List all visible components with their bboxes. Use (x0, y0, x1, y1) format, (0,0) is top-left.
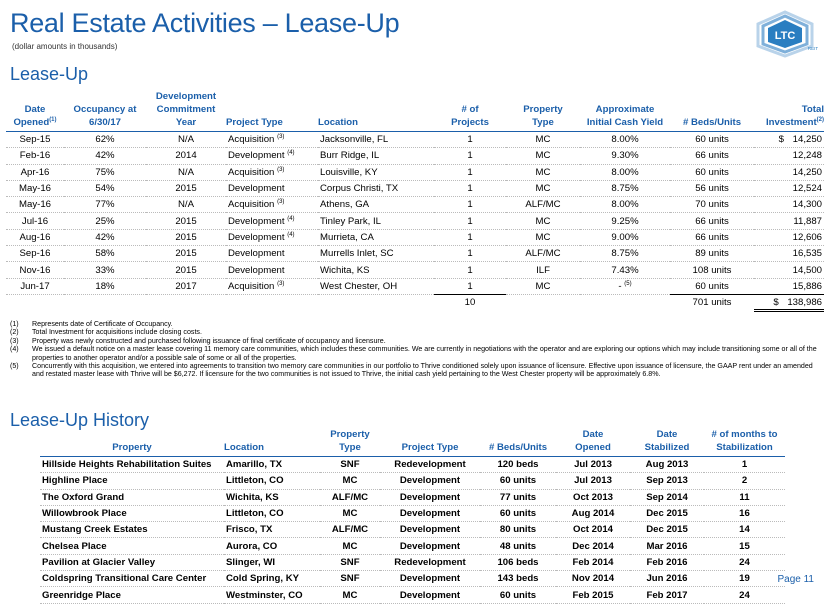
cash-yield: 7.43% (580, 262, 670, 278)
col-projects: # of Projects (434, 90, 506, 132)
hist-col-location: Location (224, 428, 320, 457)
col-project-type: Project Type (226, 90, 318, 132)
months-to-stabilization: 2 (704, 473, 785, 489)
table-row (6, 262, 824, 278)
beds-units: 70 units (670, 197, 754, 213)
lease-up-table (6, 90, 824, 312)
commitment-year: 2014 (146, 148, 226, 164)
property-name: The Oxford Grand (40, 489, 224, 505)
cash-yield: 8.00% (580, 197, 670, 213)
date-opened: Feb 2015 (556, 587, 630, 603)
property-type: MC (320, 538, 380, 554)
date-stabilized: Aug 2013 (630, 457, 704, 473)
property-type: ALF/MC (506, 246, 580, 262)
cash-yield: 8.75% (580, 246, 670, 262)
date-stabilized: Dec 2015 (630, 505, 704, 521)
ltc-reit-logo-icon (752, 10, 818, 58)
total-investment: 14,300 (754, 197, 824, 213)
footnote-number: (3) (10, 336, 19, 345)
total-beds: 701 units (670, 294, 754, 310)
footnote (10, 337, 822, 345)
beds-units: 60 units (480, 473, 556, 489)
cash-yield: 9.30% (580, 148, 670, 164)
beds-units: 60 units (670, 278, 754, 294)
occupancy: 42% (64, 229, 146, 245)
project-type: Redevelopment (380, 457, 480, 473)
hist-col-property: Property (40, 428, 224, 457)
location: Slinger, WI (224, 554, 320, 570)
property-name: Willowbrook Place (40, 505, 224, 521)
project-type: Development (226, 262, 318, 278)
empty-cell (64, 294, 146, 310)
beds-units: 77 units (480, 489, 556, 505)
total-investment: 15,886 (754, 278, 824, 294)
table-row (6, 246, 824, 262)
table-row (6, 213, 824, 229)
date-opened: Oct 2014 (556, 522, 630, 538)
total-investment: 14,250 (754, 164, 824, 180)
date-opened: Aug 2014 (556, 505, 630, 521)
property-name: Greenridge Place (40, 587, 224, 603)
table-row (40, 554, 785, 570)
lease-up-history-table (40, 428, 785, 604)
beds-units: 56 units (670, 180, 754, 196)
date-opened: Dec 2014 (556, 538, 630, 554)
months-to-stabilization: 1 (704, 457, 785, 473)
beds-units: 48 units (480, 538, 556, 554)
commitment-year: 2015 (146, 229, 226, 245)
property-type: SNF (320, 571, 380, 587)
date-opened: Feb 2014 (556, 554, 630, 570)
date-opened: Sep-16 (6, 246, 64, 262)
months-to-stabilization: 16 (704, 505, 785, 521)
date-stabilized: Feb 2017 (630, 587, 704, 603)
footnote-number: (2) (10, 328, 19, 337)
project-count: 1 (434, 180, 506, 196)
project-count: 1 (434, 148, 506, 164)
project-type: Development $^{(4)}$ (226, 229, 318, 245)
hist-col-date-opened: Date Opened (556, 428, 630, 457)
commitment-year: N/A (146, 197, 226, 213)
occupancy: 54% (64, 180, 146, 196)
totals-row (6, 294, 824, 310)
property-type: ALF/MC (320, 489, 380, 505)
project-type: Development (380, 522, 480, 538)
property-type: ALF/MC (320, 522, 380, 538)
total-investment: 12,524 (754, 180, 824, 196)
date-opened: Nov 2014 (556, 571, 630, 587)
property-type: MC (506, 278, 580, 294)
empty-cell (506, 294, 580, 310)
table-row (40, 489, 785, 505)
project-type: Acquisition $^{(3)}$ (226, 278, 318, 294)
table-row (40, 587, 785, 603)
months-to-stabilization: 19 (704, 571, 785, 587)
date-stabilized: Mar 2016 (630, 538, 704, 554)
location: Littleton, CO (224, 473, 320, 489)
date-opened: Nov-16 (6, 262, 64, 278)
location: Wichita, KS (318, 262, 434, 278)
date-opened: Aug-16 (6, 229, 64, 245)
table-row (6, 278, 824, 294)
page-number: Page 11 (777, 574, 814, 585)
table-row (40, 505, 785, 521)
beds-units: 80 units (480, 522, 556, 538)
col-total-investment: Total Investment$^{(2)}$ (754, 90, 824, 132)
date-stabilized: Sep 2014 (630, 489, 704, 505)
footnote-text: Total Investment for acquisitions include closing costs. (32, 328, 202, 337)
footnote-text: Property was newly constructed and purchased following issuance of final certificate of occupancy and licensure. (32, 336, 386, 345)
location: Westminster, CO (224, 587, 320, 603)
table-row (6, 164, 824, 180)
logo-subtext: REIT (807, 46, 818, 51)
col-commitment-year: Development Commitment Year (146, 90, 226, 132)
table-row (6, 197, 824, 213)
cash-yield: 8.00% (580, 164, 670, 180)
commitment-year: N/A (146, 132, 226, 148)
total-investment-sum: $ 138,986 (754, 294, 824, 310)
months-to-stabilization: 14 (704, 522, 785, 538)
date-opened: May-16 (6, 197, 64, 213)
commitment-year: N/A (146, 164, 226, 180)
beds-units: 66 units (670, 148, 754, 164)
table-row (40, 522, 785, 538)
total-investment: 11,887 (754, 213, 824, 229)
col-location: Location (318, 90, 434, 132)
project-type: Development (226, 246, 318, 262)
project-count: 1 (434, 229, 506, 245)
total-investment: 12,606 (754, 229, 824, 245)
date-opened: May-16 (6, 180, 64, 196)
property-name: Coldspring Transitional Care Center (40, 571, 224, 587)
project-type: Development (380, 571, 480, 587)
cash-yield: 8.00% (580, 132, 670, 148)
empty-cell (146, 294, 226, 310)
commitment-year: 2015 (146, 246, 226, 262)
commitment-year: 2017 (146, 278, 226, 294)
property-type: MC (506, 229, 580, 245)
col-property-type: Property Type (506, 90, 580, 132)
property-name: Highline Place (40, 473, 224, 489)
table-row (6, 180, 824, 196)
project-type: Development $^{(4)}$ (226, 148, 318, 164)
project-count: 1 (434, 278, 506, 294)
project-type: Development (380, 473, 480, 489)
property-type: SNF (320, 457, 380, 473)
property-type: SNF (320, 554, 380, 570)
occupancy: 77% (64, 197, 146, 213)
table-row (6, 148, 824, 164)
footnote-number: (5) (10, 362, 19, 371)
location: Cold Spring, KY (224, 571, 320, 587)
project-type: Acquisition $^{(3)}$ (226, 164, 318, 180)
property-type: MC (506, 180, 580, 196)
footnote (10, 345, 822, 362)
project-type: Development $^{(4)}$ (226, 213, 318, 229)
project-type: Development (380, 587, 480, 603)
footnote-number: (1) (10, 320, 19, 328)
footnote-number: (4) (10, 345, 19, 354)
property-type: MC (320, 473, 380, 489)
project-count: 1 (434, 213, 506, 229)
table-row (40, 457, 785, 473)
project-type: Development (226, 180, 318, 196)
table-row (6, 229, 824, 245)
beds-units: 89 units (670, 246, 754, 262)
logo-text: LTC (774, 30, 796, 42)
occupancy: 18% (64, 278, 146, 294)
cash-yield: 9.25% (580, 213, 670, 229)
location: Jacksonville, FL (318, 132, 434, 148)
date-stabilized: Dec 2015 (630, 522, 704, 538)
property-name: Pavilion at Glacier Valley (40, 554, 224, 570)
property-type: MC (506, 164, 580, 180)
footnote-text: Represents date of Certificate of Occupancy. (32, 320, 173, 328)
total-investment: 16,535 (754, 246, 824, 262)
total-investment: $ 14,250 (754, 132, 824, 148)
beds-units: 66 units (670, 213, 754, 229)
location: West Chester, OH (318, 278, 434, 294)
beds-units: 66 units (670, 229, 754, 245)
beds-units: 60 units (670, 164, 754, 180)
months-to-stabilization: 11 (704, 489, 785, 505)
footnote (10, 328, 822, 336)
location: Burr Ridge, IL (318, 148, 434, 164)
hist-col-project-type: Project Type (380, 428, 480, 457)
beds-units: 60 units (480, 505, 556, 521)
property-name: Hillside Heights Rehabilitation Suites (40, 457, 224, 473)
empty-cell (318, 294, 434, 310)
date-opened: Oct 2013 (556, 489, 630, 505)
property-type: MC (320, 587, 380, 603)
location: Murrells Inlet, SC (318, 246, 434, 262)
empty-cell (580, 294, 670, 310)
location: Tinley Park, IL (318, 213, 434, 229)
occupancy: 58% (64, 246, 146, 262)
location: Littleton, CO (224, 505, 320, 521)
table-row (6, 132, 824, 148)
project-type: Acquisition $^{(3)}$ (226, 132, 318, 148)
col-cash-yield: Approximate Initial Cash Yield (580, 90, 670, 132)
location: Corpus Christi, TX (318, 180, 434, 196)
project-count: 1 (434, 262, 506, 278)
property-name: Mustang Creek Estates (40, 522, 224, 538)
property-type: MC (506, 132, 580, 148)
hist-col-date-stabilized: Date Stabilized (630, 428, 704, 457)
col-occupancy: Occupancy at 6/30/17 (64, 90, 146, 132)
location: Louisville, KY (318, 164, 434, 180)
project-type: Redevelopment (380, 554, 480, 570)
footnote (10, 362, 822, 379)
commitment-year: 2015 (146, 262, 226, 278)
lease-up-section-title: Lease-Up (10, 64, 89, 84)
property-name: Chelsea Place (40, 538, 224, 554)
project-count: 1 (434, 132, 506, 148)
location: Frisco, TX (224, 522, 320, 538)
property-type: ALF/MC (506, 197, 580, 213)
occupancy: 62% (64, 132, 146, 148)
property-type: MC (506, 213, 580, 229)
location: Murrieta, CA (318, 229, 434, 245)
property-type: MC (320, 505, 380, 521)
occupancy: 33% (64, 262, 146, 278)
date-stabilized: Feb 2016 (630, 554, 704, 570)
footnotes (10, 320, 822, 379)
project-type: Acquisition $^{(3)}$ (226, 197, 318, 213)
hist-col-property-type: Property Type (320, 428, 380, 457)
project-count: 1 (434, 246, 506, 262)
date-opened: Feb-16 (6, 148, 64, 164)
months-to-stabilization: 24 (704, 587, 785, 603)
total-projects: 10 (434, 294, 506, 310)
empty-cell (6, 294, 64, 310)
project-count: 1 (434, 197, 506, 213)
hist-col-beds-units: # Beds/Units (480, 428, 556, 457)
property-type: MC (506, 148, 580, 164)
location: Amarillo, TX (224, 457, 320, 473)
date-stabilized: Sep 2013 (630, 473, 704, 489)
history-section-title: Lease-Up History (10, 410, 150, 430)
occupancy: 42% (64, 148, 146, 164)
commitment-year: 2015 (146, 180, 226, 196)
page-subtitle: (dollar amounts in thousands) (12, 42, 118, 51)
project-type: Development (380, 538, 480, 554)
date-stabilized: Jun 2016 (630, 571, 704, 587)
occupancy: 75% (64, 164, 146, 180)
cash-yield: 8.75% (580, 180, 670, 196)
beds-units: 60 units (670, 132, 754, 148)
footnote (10, 320, 822, 328)
project-type: Development (380, 505, 480, 521)
date-opened: Jun-17 (6, 278, 64, 294)
page-title: Real Estate Activities – Lease-Up (10, 8, 400, 38)
cash-yield: 9.00% (580, 229, 670, 245)
months-to-stabilization: 15 (704, 538, 785, 554)
table-row (40, 538, 785, 554)
commitment-year: 2015 (146, 213, 226, 229)
date-opened: Jul 2013 (556, 473, 630, 489)
location: Wichita, KS (224, 489, 320, 505)
location: Aurora, CO (224, 538, 320, 554)
hist-col-months: # of months to Stabilization (704, 428, 785, 457)
project-count: 1 (434, 164, 506, 180)
table-row (40, 473, 785, 489)
col-date-opened: Date Opened$^{(1)}$ (6, 90, 64, 132)
cash-yield: - $^{(5)}$ (580, 278, 670, 294)
date-opened: Jul 2013 (556, 457, 630, 473)
footnote-text: We issued a default notice on a master lease covering 11 memory care communities, which includes these communities. We are currently in negotiations with the operator and are exploring our options which may include transitioning some or all of the properties to another operator and/or a possible sale of some or all of the properties. (32, 345, 817, 362)
beds-units: 106 beds (480, 554, 556, 570)
months-to-stabilization: 24 (704, 554, 785, 570)
footnote-text: Concurrently with this acquisition, we entered into agreements to transition two memory care communities in our portfolio to Thrive conditioned solely upon issuance of licensure. Effective upon issuance of licensure, the GAAP rent under an amended and restated master lease with Thrive will be $6,272. If licensure for the two communities is not issued to Thrive, the initial cash yield pertaining to the West Chester property will be approximately 6.8%. (32, 362, 813, 379)
date-opened: Apr-16 (6, 164, 64, 180)
total-investment: 12,248 (754, 148, 824, 164)
property-type: ILF (506, 262, 580, 278)
date-opened: Jul-16 (6, 213, 64, 229)
date-opened: Sep-15 (6, 132, 64, 148)
beds-units: 143 beds (480, 571, 556, 587)
occupancy: 25% (64, 213, 146, 229)
beds-units: 60 units (480, 587, 556, 603)
beds-units: 108 units (670, 262, 754, 278)
total-investment: 14,500 (754, 262, 824, 278)
beds-units: 120 beds (480, 457, 556, 473)
empty-cell (226, 294, 318, 310)
table-row (40, 571, 785, 587)
project-type: Development (380, 489, 480, 505)
col-beds-units: # Beds/Units (670, 90, 754, 132)
location: Athens, GA (318, 197, 434, 213)
